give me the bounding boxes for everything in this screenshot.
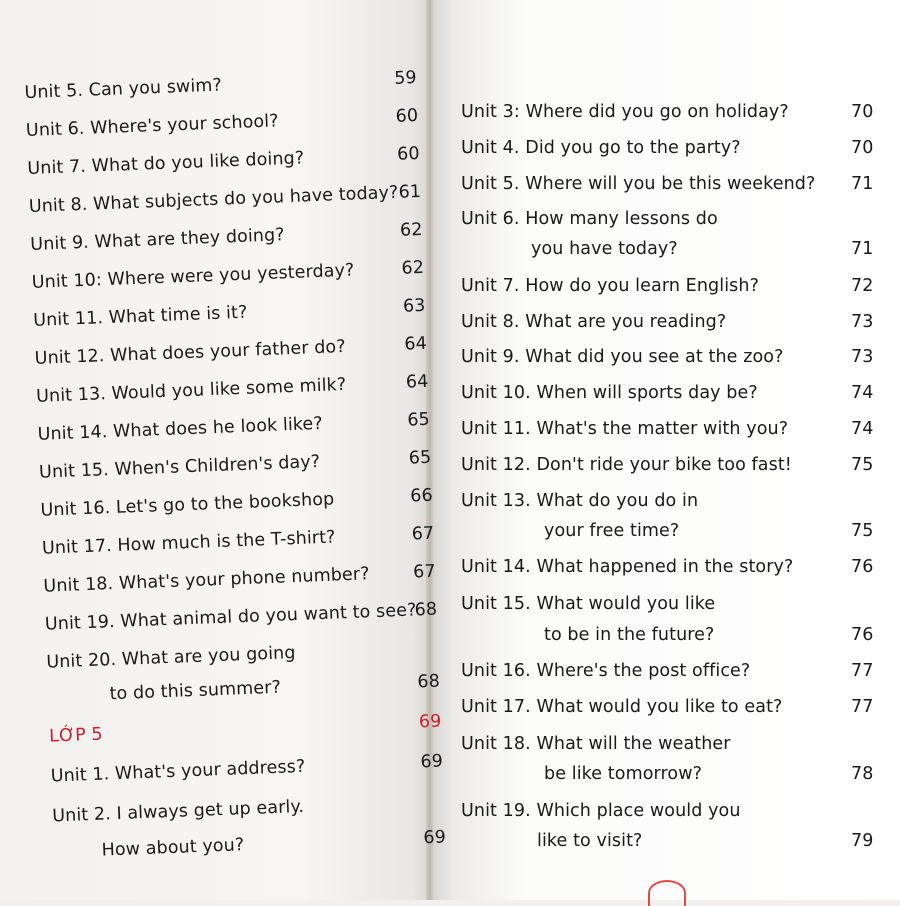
toc-entry	[461, 491, 698, 511]
toc-entry	[44, 599, 438, 635]
toc-entry	[461, 801, 741, 821]
toc-entry-continuation	[537, 831, 874, 851]
toc-page-number: 62	[399, 219, 423, 241]
decorative-flower-icon	[648, 880, 686, 906]
toc-page-number: 67	[412, 561, 437, 583]
toc-title: Unit 16. Where's the post office?	[461, 661, 751, 681]
toc-page-number: 69	[423, 827, 447, 849]
toc-entry	[461, 347, 874, 367]
toc-title: Unit 15. When's Children's day?	[38, 452, 321, 483]
toc-entry	[461, 138, 874, 158]
toc-page-number: 73	[851, 347, 874, 367]
toc-entry	[461, 312, 874, 332]
toc-title: Unit 16. Let's go to the bookshop	[40, 489, 335, 521]
toc-page-number: 61	[398, 181, 422, 203]
section-heading-label: LỚP 5	[48, 724, 104, 747]
toc-page-number: 65	[406, 409, 431, 431]
section-page-number: 69	[418, 711, 442, 733]
toc-page-number: 64	[405, 371, 429, 393]
toc-title: Unit 5. Where will you be this weekend?	[461, 174, 816, 194]
toc-entry	[43, 561, 437, 597]
toc-title: Unit 2. I always get up early.	[51, 796, 305, 827]
toc-entry	[38, 447, 432, 483]
toc-page-number: 74	[851, 419, 874, 439]
toc-entry	[461, 383, 874, 403]
toc-title: Unit 13. What do you do in	[461, 491, 699, 511]
toc-title: Unit 6. How many lessons do	[461, 209, 718, 229]
toc-page-number: 71	[851, 239, 874, 259]
toc-title-continuation: be like tomorrow?	[544, 764, 703, 784]
toc-title: Unit 9. What did you see at the zoo?	[461, 347, 784, 367]
toc-title: Unit 10. When will sports day be?	[461, 383, 758, 403]
toc-title: Unit 14. What does he look like?	[37, 413, 324, 445]
toc-page-number: 76	[851, 557, 874, 577]
toc-entry-continuation	[101, 827, 447, 861]
toc-title: Unit 20. What are you going	[46, 643, 296, 673]
toc-title: Unit 9. What are they doing?	[29, 225, 286, 255]
toc-page-number: 73	[851, 312, 874, 332]
toc-page-number: 60	[396, 143, 421, 165]
toc-title: Unit 18. What will the weather	[461, 734, 731, 754]
toc-title: Unit 1. What's your address?	[50, 756, 306, 787]
toc-title: Unit 12. Don't ride your bike too fast!	[461, 455, 792, 475]
toc-page-number: 77	[851, 697, 874, 717]
toc-page-number: 75	[851, 521, 874, 541]
toc-entry	[27, 143, 421, 180]
toc-title: Unit 7. How do you learn English?	[461, 276, 759, 296]
toc-title: Unit 19. Which place would you	[461, 801, 741, 821]
toc-title: Unit 10: Where were you yesterday?	[31, 260, 355, 293]
toc-title: Unit 8. What are you reading?	[461, 312, 727, 332]
toc-page-number: 63	[402, 295, 426, 317]
toc-title: Unit 15. What would you like	[461, 594, 716, 614]
toc-title: Unit 11. What time is it?	[32, 302, 248, 331]
toc-title: Unit 13. Would you like some milk?	[35, 374, 347, 407]
toc-title: Unit 17. What would you like to eat?	[461, 697, 783, 717]
toc-entry	[35, 371, 429, 407]
toc-entry-continuation	[544, 764, 874, 784]
toc-title: Unit 8. What subjects do you have today?	[28, 182, 399, 217]
toc-title: Unit 11. What's the matter with you?	[461, 419, 789, 439]
toc-page-number: 71	[851, 174, 874, 194]
toc-title: Unit 17. How much is the T-shirt?	[41, 527, 336, 559]
toc-entry	[37, 409, 431, 445]
toc-title: Unit 4. Did you go to the party?	[461, 138, 741, 158]
toc-page-number: 75	[851, 455, 874, 475]
toc-entry	[461, 102, 874, 122]
toc-entry	[52, 797, 304, 827]
toc-page-number: 69	[420, 751, 444, 773]
toc-page-number: 60	[395, 105, 419, 127]
toc-page-number: 68	[417, 671, 441, 693]
toc-title: Unit 6. Where's your school?	[25, 111, 279, 142]
toc-title-continuation: like to visit?	[537, 831, 643, 851]
toc-entry	[461, 419, 874, 439]
toc-entry	[34, 333, 428, 369]
toc-entry	[24, 68, 418, 104]
toc-title-continuation: your free time?	[544, 521, 680, 541]
toc-entry	[46, 643, 296, 673]
toc-entry	[461, 661, 874, 681]
toc-title: Unit 7. What do you like doing?	[27, 148, 305, 180]
toc-entry-continuation	[109, 671, 441, 705]
toc-entry	[461, 174, 874, 194]
toc-title-continuation: you have today?	[531, 239, 678, 259]
toc-entry	[32, 295, 426, 331]
toc-title: Unit 14. What happened in the story?	[461, 557, 794, 577]
toc-entry	[461, 594, 715, 614]
toc-entry	[41, 523, 435, 559]
toc-title: Unit 12. What does your father do?	[34, 336, 347, 369]
toc-title-continuation: to do this summer?	[109, 677, 282, 705]
toc-entry	[25, 105, 419, 142]
toc-entry	[31, 257, 425, 293]
toc-entry	[461, 557, 874, 577]
toc-page-number: 68	[414, 599, 438, 621]
toc-page-number: 74	[851, 383, 874, 403]
toc-page-number: 62	[401, 257, 425, 279]
toc-page-number: 70	[851, 102, 874, 122]
toc-page-number: 78	[851, 764, 874, 784]
toc-entry	[461, 734, 731, 754]
toc-title: Unit 18. What's your phone number?	[43, 564, 370, 597]
toc-page-number: 59	[393, 68, 418, 89]
toc-entry	[461, 697, 874, 717]
toc-title: Unit 19. What animal do you want to see?	[44, 600, 417, 635]
toc-title: Unit 3: Where did you go on holiday?	[461, 102, 789, 122]
section-heading	[48, 711, 442, 747]
toc-title-continuation: How about you?	[101, 835, 245, 861]
toc-page-number: 67	[411, 523, 435, 545]
toc-page-number: 64	[404, 333, 428, 355]
toc-entry	[461, 455, 874, 475]
toc-entry	[29, 219, 423, 255]
toc-entry-continuation	[531, 239, 874, 259]
toc-page-number: 66	[409, 485, 434, 507]
toc-page-number: 70	[851, 138, 874, 158]
toc-entry	[28, 181, 422, 217]
toc-entry	[50, 751, 444, 787]
toc-page-number: 72	[851, 276, 874, 296]
toc-title: Unit 5. Can you swim?	[24, 75, 223, 104]
toc-page-number: 79	[851, 831, 874, 851]
toc-page-number: 65	[408, 447, 432, 469]
toc-entry-continuation	[544, 521, 874, 541]
toc-title-continuation: to be in the future?	[544, 625, 715, 645]
toc-page-number: 76	[851, 625, 874, 645]
toc-entry	[40, 485, 434, 521]
toc-entry-continuation	[544, 625, 874, 645]
toc-page-number: 77	[851, 661, 874, 681]
toc-entry	[461, 276, 874, 296]
toc-entry	[461, 209, 718, 229]
